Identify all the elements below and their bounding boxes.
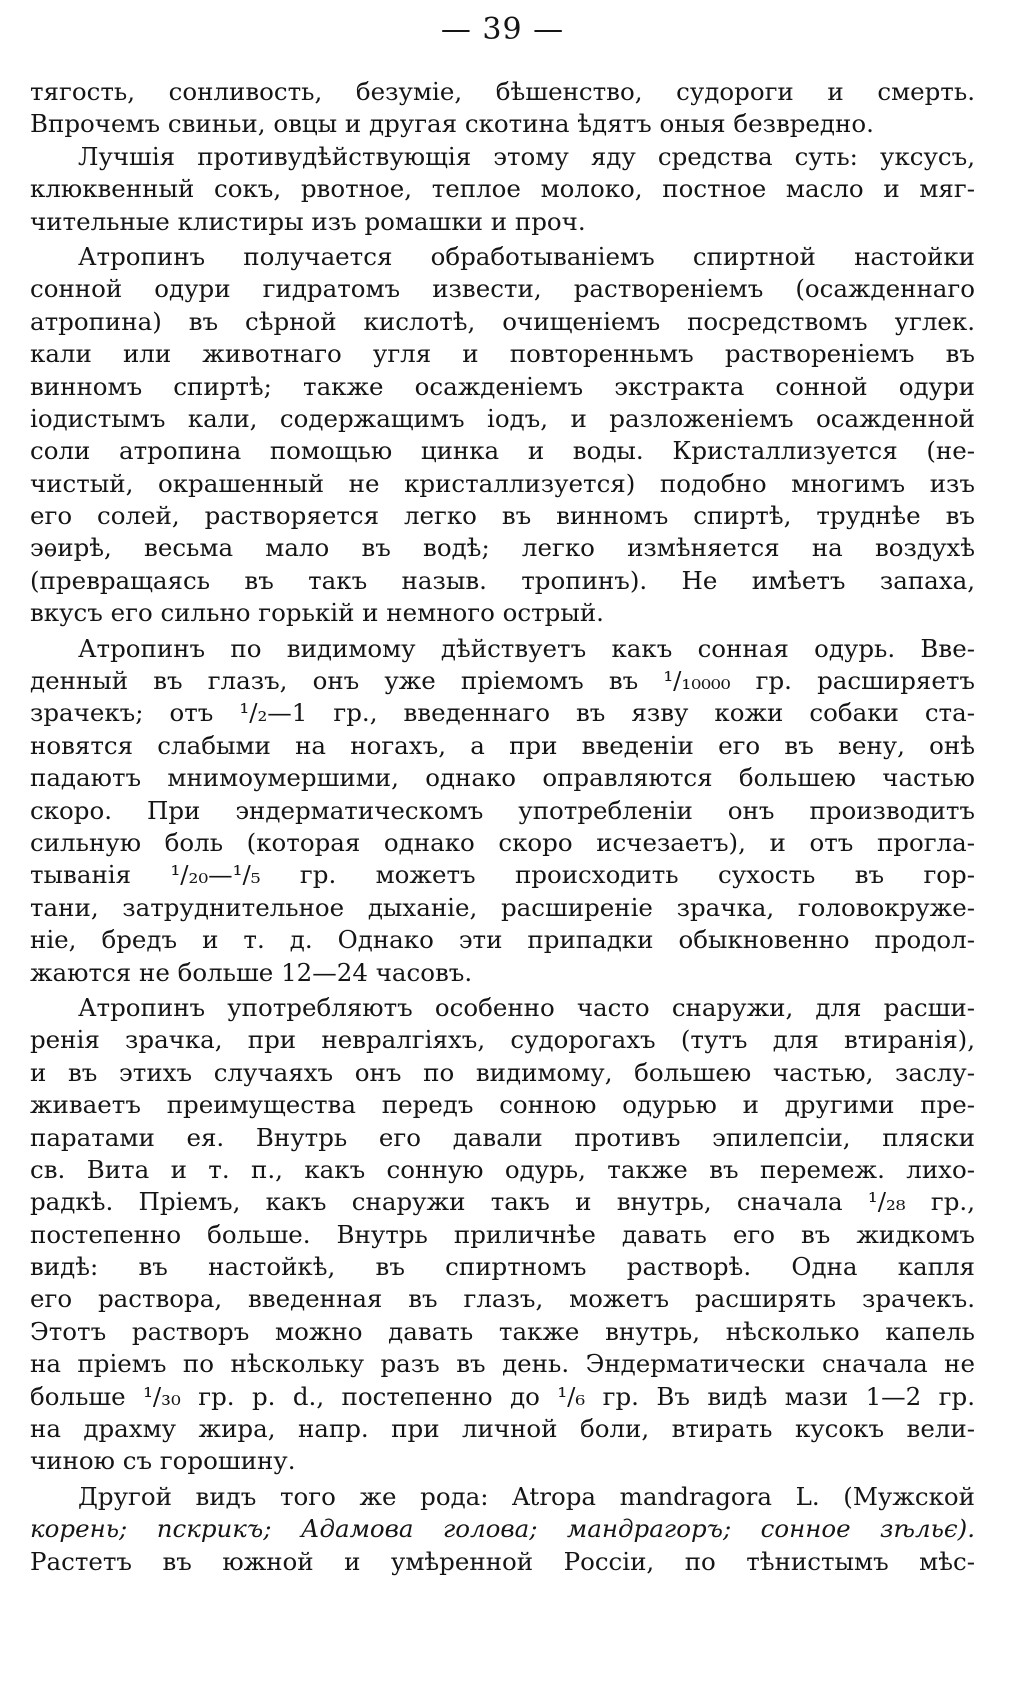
paragraph-3 <box>30 241 975 630</box>
text-line: и въ этихъ случаяхъ онъ по видимому, большею частью, заслу- <box>30 1057 975 1087</box>
text-line: ніе, бредъ и т. д. Однако эти припадки обыкновенно продол- <box>30 925 975 955</box>
text-line: живаетъ преимущества передъ сонною одурью и другими пре- <box>30 1090 975 1120</box>
text-line: чительные клистиры изъ ромашки и проч. <box>30 206 586 236</box>
text-line: его солей, растворяется легко въ винномъ спиртѣ, труднѣе въ <box>30 501 975 531</box>
text-line: св. Вита и т. п., какъ сонную одурь, также въ перемеж. лихо- <box>30 1154 975 1184</box>
text-line: корень; пскрикъ; Адамова голова; мандрагоръ; сонное зѣльє). <box>30 1514 975 1544</box>
text-line: сильную боль (которая однако скоро исчезаетъ), и отъ прогла- <box>30 827 975 857</box>
text-line: денный въ глазъ, онъ уже пріемомъ въ ¹/₁₀₀₀₀ гр. расширяетъ <box>30 666 975 696</box>
paragraph-2 <box>30 141 975 238</box>
text-line: Растетъ въ южной и умѣренной Россіи, по тѣнистымъ мѣс- <box>30 1546 975 1576</box>
text-line: Атропинъ употребляютъ особенно часто снаружи, для расши- <box>78 992 975 1022</box>
paragraph-6 <box>30 1481 975 1578</box>
text-line: Другой видъ того же рода: Atropa mandragora L. (Мужской <box>78 1481 975 1511</box>
text-line: тыванія ¹/₂₀—¹/₅ гр. можетъ происходить сухость въ гор- <box>30 860 975 890</box>
text-line: на пріемъ по нѣскольку разъ въ день. Эндерматически сначала не <box>30 1349 975 1379</box>
text-line: атропина) въ сѣрной кислотѣ, очищеніемъ посредствомъ углек. <box>30 306 975 336</box>
text-line: падаютъ мнимоумершими, однако оправляются большею частью <box>30 763 975 793</box>
text-line: Этотъ растворъ можно давать также внутрь, нѣсколько капель <box>30 1316 975 1346</box>
text-line: Лучшія противудѣйствующія этому яду средства суть: уксусъ, <box>78 141 975 171</box>
text-line: вкусъ его сильно горькій и немного острый. <box>30 598 604 628</box>
text-line: (превращаясь въ такъ назыв. тропинъ). Не имѣетъ запаха, <box>30 565 975 595</box>
text-line: больше ¹/₃₀ гр. p. d., постепенно до ¹/₆ гр. Въ видѣ мази 1—2 гр. <box>30 1381 975 1411</box>
text-line: чиною съ горошину. <box>30 1446 296 1476</box>
text-line: его раствора, введенная въ глазъ, можетъ расширять зрачекъ. <box>30 1284 975 1314</box>
text-line: тани, затруднительное дыханіе, расширеніе зрачка, головокруже- <box>30 892 975 922</box>
text-line: на драхму жира, напр. при личной боли, втирать кусокъ вели- <box>30 1414 975 1444</box>
paragraph-4 <box>30 633 975 989</box>
text-line: іодистымъ кали, содержащимъ іодъ, и разложеніемъ осажденной <box>30 403 975 433</box>
text-line: зрачекъ; отъ ¹/₂—1 гр., введеннаго въ язву кожи собаки ста- <box>30 698 975 728</box>
text-line: чистый, окрашенный не кристаллизуется) подобно многимъ изъ <box>30 468 975 498</box>
text-line: Атропинъ получается обработываніемъ спиртной настойки <box>78 241 975 271</box>
book-page <box>30 10 975 1578</box>
text-line: Атропинъ по видимому дѣйствуетъ какъ сонная одурь. Вве- <box>78 633 975 663</box>
text-line: новятся слабыми на ногахъ, а при введеніи его въ вену, онѣ <box>30 730 975 760</box>
page-number: — 39 — <box>440 12 565 47</box>
text-line: соли атропина помощью цинка и воды. Кристаллизуется (не- <box>30 436 975 466</box>
body-text <box>30 76 975 1578</box>
text-line: скоро. При эндерматическомъ употребленіи онъ производитъ <box>30 795 975 825</box>
text-line: паратами ея. Внутрь его давали противъ эпилепсіи, пляски <box>30 1122 975 1152</box>
text-line: клюквенный сокъ, рвотное, теплое молоко, постное масло и мяг- <box>30 174 975 204</box>
text-line: видѣ: въ настойкѣ, въ спиртномъ растворѣ. Одна капля <box>30 1252 975 1282</box>
text-line: Впрочемъ свиньи, овцы и другая скотина ѣдятъ оныя безвредно. <box>30 109 874 139</box>
text-line: постепенно больше. Внутрь приличнѣе давать его въ жидкомъ <box>30 1219 975 1249</box>
text-line: кали или животнаго угля и повторенньмъ раствореніемъ въ <box>30 339 975 369</box>
text-line: сонной одури гидратомъ извести, раствореніемъ (осажденнаго <box>30 274 975 304</box>
text-line: винномъ спиртѣ; также осажденіемъ экстракта сонной одури <box>30 371 975 401</box>
text-line: ренія зрачка, при невралгіяхъ, судорогахъ (тутъ для втиранія), <box>30 1025 975 1055</box>
text-line: жаются не больше 12—24 часовъ. <box>30 957 473 987</box>
text-line: радкѣ. Пріемъ, какъ снаружи такъ и внутрь, сначала ¹/₂₈ гр., <box>30 1187 975 1217</box>
paragraph-1 <box>30 76 975 141</box>
paragraph-5 <box>30 992 975 1478</box>
text-line: тягость, сонливость, безуміе, бѣшенство, судороги и смерть. <box>30 77 975 106</box>
text-line: эѳирѣ, весьма мало въ водѣ; легко измѣняется на воздухѣ <box>30 533 975 563</box>
